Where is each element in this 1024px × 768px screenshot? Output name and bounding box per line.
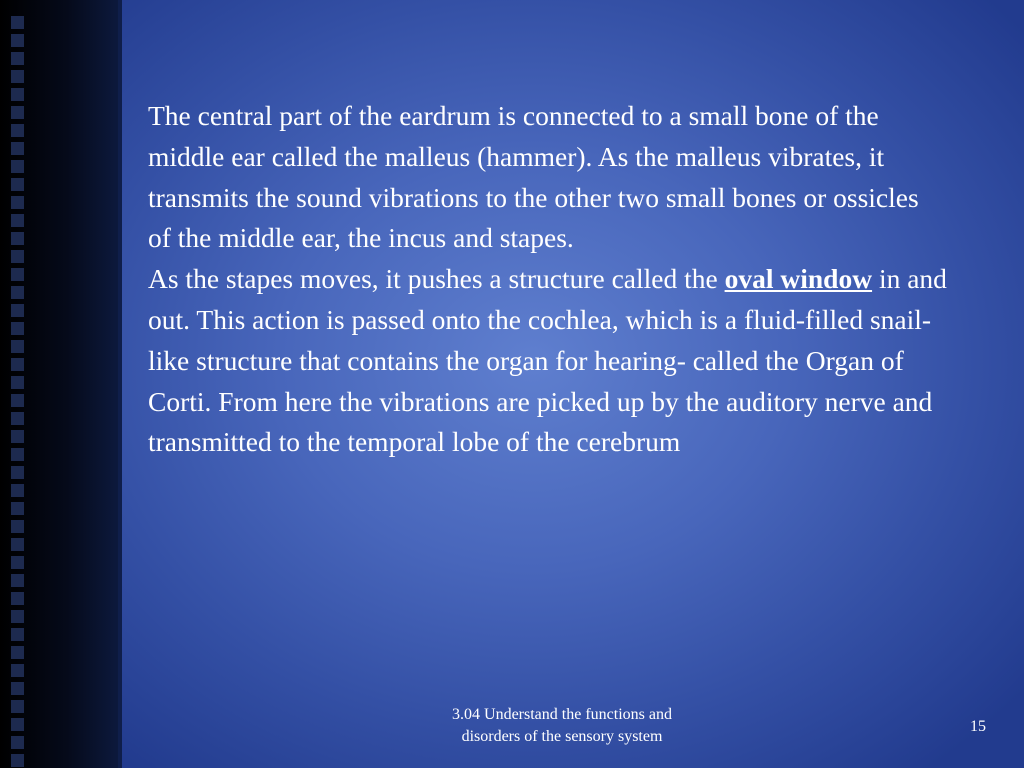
footer-line-2: disorders of the sensory system [461, 728, 663, 745]
slide-body [148, 96, 948, 463]
paragraph-oval-window-rest: in and out. This action is passed onto the cochlea, which is a fluid-filled snail-like structure that contains the organ for hearing- called the Organ of Corti. From here the vibrations are picked up by the auditory nerve and transmitted to the temporal lobe of the cerebrum [148, 263, 947, 458]
film-strip-decoration [0, 0, 122, 768]
paragraph-malleus: The central part of the eardrum is connected to a small bone of the middle ear called the malleus (hammer). As the malleus vibrates, it transmits the sound vibrations to the other two small bones or ossicles of the middle ear, the incus and stapes. [148, 100, 919, 254]
paragraph-oval-window-lead: As the stapes moves, it pushes a structure called the [148, 263, 725, 295]
slide-number: 15 [970, 718, 986, 735]
oval-window-term: oval window [724, 263, 873, 295]
film-strip-edge [118, 0, 122, 768]
footer-line-1: 3.04 Understand the functions and [452, 706, 672, 723]
film-perforations [11, 16, 24, 768]
paragraph-oval-window [148, 259, 948, 463]
slide-footer [412, 704, 712, 748]
